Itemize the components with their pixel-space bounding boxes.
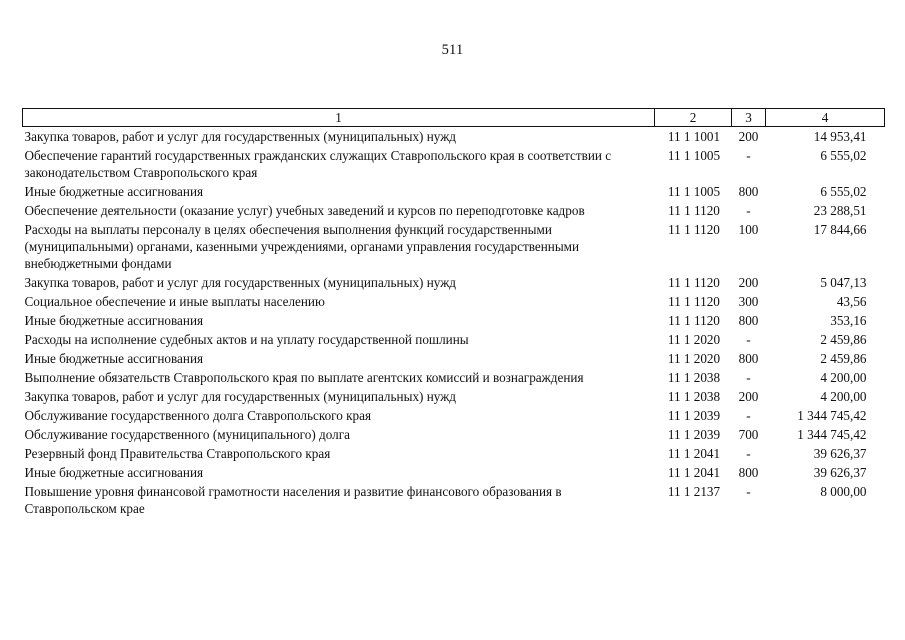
- row-amount-cell: 1 344 745,42: [797, 427, 867, 442]
- row-type-cell: 200: [738, 129, 759, 144]
- table-row: [23, 201, 885, 220]
- row-code-cell: 11 1 2041: [667, 446, 721, 461]
- column-header-3: 3: [732, 109, 766, 127]
- row-amount-cell: 23 288,51: [813, 203, 867, 218]
- row-type-cell: 800: [738, 313, 759, 328]
- row-name-cell: Иные бюджетные ассигнования: [24, 184, 204, 199]
- row-type-cell: -: [746, 203, 751, 218]
- row-name-cell: Выполнение обязательств Ставропольского края по выплате агентских комиссий и вознаграждения: [24, 370, 584, 385]
- row-code-cell: 11 1 1001: [667, 129, 721, 144]
- row-amount-cell: 1 344 745,42: [797, 408, 867, 423]
- row-name-cell: Расходы на исполнение судебных актов и на уплату государственной пошлины: [24, 332, 469, 347]
- row-code-cell: 11 1 2039: [667, 408, 721, 423]
- row-type-cell: 300: [738, 294, 759, 309]
- row-amount-cell: 39 626,37: [813, 446, 867, 461]
- row-code-cell: 11 1 2039: [667, 427, 721, 442]
- table-row: [23, 220, 885, 273]
- row-name-cell: Закупка товаров, работ и услуг для государственных (муниципальных) нужд: [24, 129, 457, 144]
- row-code-cell: 11 1 2041: [667, 465, 721, 480]
- row-code-cell: 11 1 1120: [668, 294, 720, 309]
- row-amount-cell: 4 200,00: [820, 389, 867, 404]
- row-type-cell: 800: [738, 351, 759, 366]
- row-name-cell: Обслуживание государственного (муниципального) долга: [24, 427, 350, 442]
- row-type-cell: -: [746, 446, 751, 461]
- table-row: [23, 406, 885, 425]
- row-type-cell: 100: [738, 222, 759, 237]
- table-row: [23, 330, 885, 349]
- row-code-cell: 11 1 1120: [668, 203, 720, 218]
- row-name-cell: Обеспечение гарантий государственных гражданских служащих Ставропольского края в соответствии с законодательством Ставропольского края: [24, 148, 612, 180]
- row-name-cell: Иные бюджетные ассигнования: [24, 313, 204, 328]
- row-name-cell: Иные бюджетные ассигнования: [24, 465, 204, 480]
- table-row: [23, 444, 885, 463]
- row-type-cell: -: [746, 408, 751, 423]
- row-name-cell: Социальное обеспечение и иные выплаты населению: [24, 294, 325, 309]
- row-type-cell: 800: [738, 184, 759, 199]
- page-number: 511: [441, 42, 464, 58]
- row-amount-cell: 2 459,86: [820, 351, 867, 366]
- row-amount-cell: 8 000,00: [820, 484, 867, 499]
- column-header-1: 1: [23, 109, 655, 127]
- row-type-cell: -: [746, 370, 751, 385]
- row-type-cell: -: [746, 484, 751, 499]
- table-row: [23, 273, 885, 292]
- table-row: [23, 127, 885, 147]
- row-code-cell: 11 1 1005: [667, 148, 721, 163]
- row-type-cell: -: [746, 332, 751, 347]
- row-amount-cell: 353,16: [830, 313, 867, 328]
- row-name-cell: Расходы на выплаты персоналу в целях обеспечения выполнения функций государственными (муниципальными) органами, казенными учреждениями, органами управления государственными внебюджетными фондами: [24, 222, 580, 271]
- row-code-cell: 11 1 1120: [668, 275, 720, 290]
- row-name-cell: Закупка товаров, работ и услуг для государственных (муниципальных) нужд: [24, 389, 457, 404]
- row-type-cell: 200: [738, 389, 759, 404]
- table-row: [23, 349, 885, 368]
- row-amount-cell: 17 844,66: [813, 222, 867, 237]
- row-amount-cell: 43,56: [836, 294, 867, 309]
- row-code-cell: 11 1 1005: [667, 184, 721, 199]
- table-header: [23, 109, 885, 127]
- table-row: [23, 425, 885, 444]
- table-body: [23, 127, 885, 519]
- row-code-cell: 11 1 2038: [667, 389, 721, 404]
- table-row: [23, 182, 885, 201]
- header-row: [23, 109, 885, 127]
- row-type-cell: 700: [738, 427, 759, 442]
- table-row: [23, 311, 885, 330]
- column-header-4: 4: [766, 109, 885, 127]
- row-code-cell: 11 1 2137: [667, 484, 721, 499]
- table-row: [23, 146, 885, 182]
- row-name-cell: Обеспечение деятельности (оказание услуг) учебных заведений и курсов по переподготовке кадров: [24, 203, 585, 218]
- row-name-cell: Закупка товаров, работ и услуг для государственных (муниципальных) нужд: [24, 275, 457, 290]
- row-amount-cell: 2 459,86: [820, 332, 867, 347]
- row-name-cell: Обслуживание государственного долга Ставропольского края: [24, 408, 372, 423]
- row-name-cell: Иные бюджетные ассигнования: [24, 351, 204, 366]
- row-name-cell: Повышение уровня финансовой грамотности населения и развитие финансового образования в Ставропольском крае: [24, 484, 562, 516]
- row-amount-cell: 6 555,02: [820, 148, 867, 163]
- row-code-cell: 11 1 2038: [667, 370, 721, 385]
- column-header-2: 2: [655, 109, 732, 127]
- row-code-cell: 11 1 1120: [668, 313, 720, 328]
- row-code-cell: 11 1 2020: [667, 351, 721, 366]
- row-name-cell: Резервный фонд Правительства Ставропольского края: [24, 446, 331, 461]
- row-code-cell: 11 1 2020: [667, 332, 721, 347]
- budget-table: [22, 108, 885, 518]
- row-type-cell: 800: [738, 465, 759, 480]
- row-amount-cell: 4 200,00: [820, 370, 867, 385]
- table-row: [23, 482, 885, 518]
- row-amount-cell: 6 555,02: [820, 184, 867, 199]
- table-row: [23, 368, 885, 387]
- row-code-cell: 11 1 1120: [668, 222, 720, 237]
- row-amount-cell: 39 626,37: [813, 465, 867, 480]
- row-type-cell: 200: [738, 275, 759, 290]
- row-amount-cell: 14 953,41: [813, 129, 867, 144]
- table-row: [23, 463, 885, 482]
- table-row: [23, 292, 885, 311]
- row-type-cell: -: [746, 148, 751, 163]
- row-amount-cell: 5 047,13: [820, 275, 867, 290]
- table-row: [23, 387, 885, 406]
